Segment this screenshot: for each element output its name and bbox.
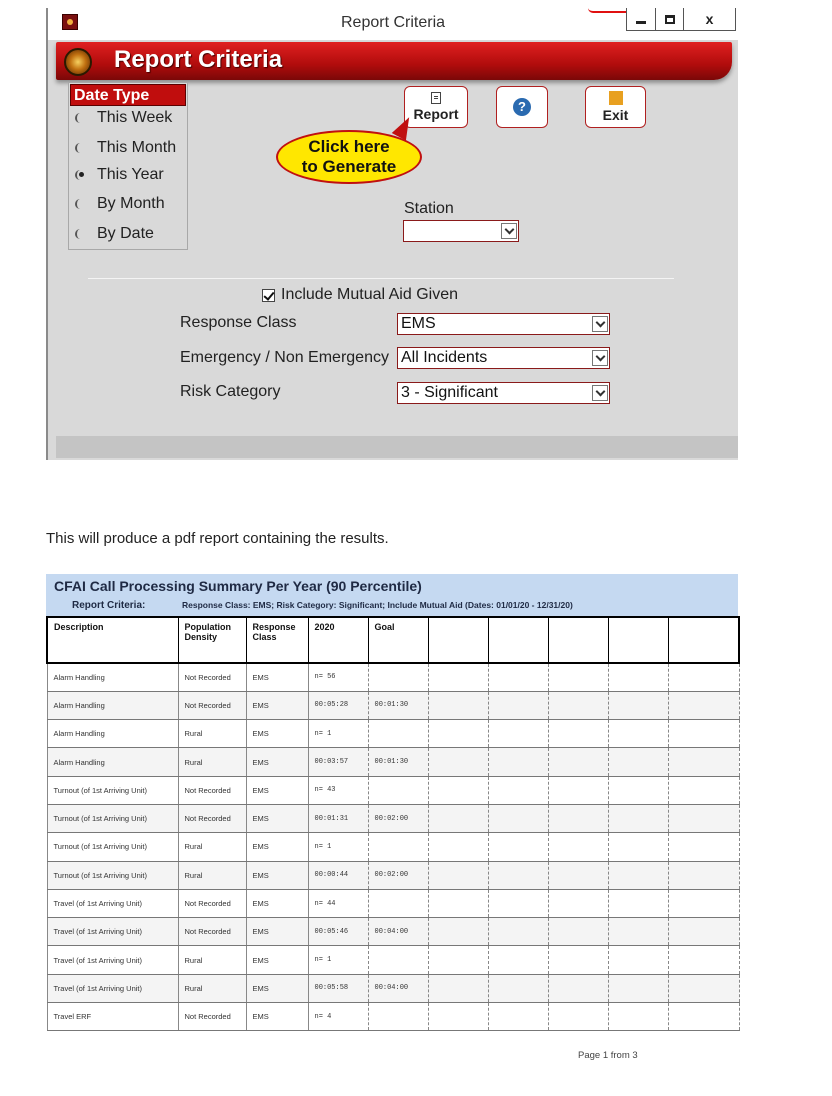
- column-header-empty: [548, 617, 608, 663]
- cell-population-density: Rural: [178, 974, 246, 1002]
- emergency-select[interactable]: [397, 347, 610, 369]
- cell-goal: [368, 1003, 428, 1031]
- description-text: This will produce a pdf report containing the results.: [46, 530, 389, 547]
- emergency-label: Emergency / Non Emergency: [180, 349, 389, 366]
- report-criteria-label: Report Criteria:: [72, 600, 146, 611]
- table-row: [47, 720, 739, 748]
- cell-response-class: EMS: [246, 1003, 308, 1031]
- radio-this-week[interactable]: [75, 109, 172, 127]
- chevron-down-icon: [592, 350, 608, 366]
- chevron-down-icon: [592, 316, 608, 332]
- cell-response-class: EMS: [246, 889, 308, 917]
- help-button[interactable]: [496, 86, 548, 128]
- response-class-select[interactable]: [397, 313, 610, 335]
- radio-by-date[interactable]: [75, 225, 154, 243]
- cell-empty: [668, 1003, 739, 1031]
- cell-year-value: n= 1: [308, 720, 368, 748]
- radio-label: This Year: [97, 166, 164, 183]
- cell-empty: [608, 946, 668, 974]
- cell-response-class: EMS: [246, 833, 308, 861]
- cell-empty: [548, 918, 608, 946]
- table-row: [47, 918, 739, 946]
- cell-response-class: EMS: [246, 776, 308, 804]
- window-footer-bar: [56, 436, 738, 458]
- cell-year-value: 00:05:58: [308, 974, 368, 1002]
- cell-year-value: n= 44: [308, 889, 368, 917]
- cell-empty: [428, 918, 488, 946]
- cell-population-density: Not Recorded: [178, 889, 246, 917]
- radio-icon: [75, 229, 85, 239]
- cell-description: Travel (of 1st Arriving Unit): [47, 918, 178, 946]
- cell-empty: [548, 663, 608, 691]
- cell-description: Travel ERF: [47, 1003, 178, 1031]
- cell-empty: [608, 720, 668, 748]
- report-criteria-value: Response Class: EMS; Risk Category: Significant; Include Mutual Aid (Dates: 01/01/20 - 12/31/20): [182, 600, 573, 610]
- fire-department-seal-icon: [64, 48, 92, 76]
- cell-description: Turnout (of 1st Arriving Unit): [47, 804, 178, 832]
- cell-population-density: Not Recorded: [178, 918, 246, 946]
- cell-goal: [368, 776, 428, 804]
- cell-goal: 00:01:30: [368, 748, 428, 776]
- cell-empty: [428, 748, 488, 776]
- exit-button[interactable]: [585, 86, 646, 128]
- table-row: [47, 748, 739, 776]
- close-button[interactable]: x: [683, 8, 735, 30]
- cell-population-density: Not Recorded: [178, 663, 246, 691]
- table-row: [47, 776, 739, 804]
- cell-empty: [488, 889, 548, 917]
- cell-empty: [548, 974, 608, 1002]
- cell-empty: [548, 1003, 608, 1031]
- cell-empty: [548, 946, 608, 974]
- table-row: [47, 663, 739, 691]
- column-header-empty: [428, 617, 488, 663]
- cell-empty: [428, 804, 488, 832]
- date-type-legend: Date Type: [70, 84, 186, 106]
- radio-this-year[interactable]: [75, 166, 164, 184]
- minimize-button[interactable]: [627, 8, 655, 30]
- table-row: [47, 1003, 739, 1031]
- cell-description: Travel (of 1st Arriving Unit): [47, 889, 178, 917]
- cell-empty: [668, 691, 739, 719]
- page-indicator: Page 1 from 3: [578, 1050, 638, 1061]
- column-header-goal: Goal: [368, 617, 428, 663]
- cell-empty: [548, 889, 608, 917]
- cell-description: Alarm Handling: [47, 720, 178, 748]
- cell-empty: [608, 918, 668, 946]
- chevron-down-icon: [592, 385, 608, 401]
- cell-empty: [548, 691, 608, 719]
- cell-year-value: 00:01:31: [308, 804, 368, 832]
- cell-empty: [548, 720, 608, 748]
- cell-goal: [368, 946, 428, 974]
- risk-category-select[interactable]: [397, 382, 610, 404]
- cell-empty: [608, 861, 668, 889]
- exit-button-label: Exit: [602, 107, 629, 123]
- mutual-aid-label: Include Mutual Aid Given: [281, 286, 458, 303]
- cell-empty: [488, 720, 548, 748]
- generate-callout: [276, 130, 422, 184]
- maximize-icon: [665, 15, 675, 24]
- cell-goal: [368, 663, 428, 691]
- cell-empty: [668, 861, 739, 889]
- cell-empty: [548, 776, 608, 804]
- cell-empty: [488, 776, 548, 804]
- cell-year-value: 00:05:46: [308, 918, 368, 946]
- cell-description: Travel (of 1st Arriving Unit): [47, 974, 178, 1002]
- cell-population-density: Rural: [178, 833, 246, 861]
- cell-empty: [428, 1003, 488, 1031]
- cell-empty: [668, 889, 739, 917]
- cell-empty: [488, 946, 548, 974]
- exit-door-icon: [609, 91, 623, 105]
- table-row: [47, 833, 739, 861]
- cell-response-class: EMS: [246, 946, 308, 974]
- cell-empty: [548, 833, 608, 861]
- cell-year-value: 00:03:57: [308, 748, 368, 776]
- report-table-body: [47, 663, 739, 1031]
- cell-empty: [428, 720, 488, 748]
- cell-goal: 00:01:30: [368, 691, 428, 719]
- cell-year-value: 00:00:44: [308, 861, 368, 889]
- radio-label: This Month: [97, 139, 177, 156]
- cell-empty: [608, 804, 668, 832]
- cell-year-value: n= 56: [308, 663, 368, 691]
- callout-line-2: to Generate: [301, 157, 397, 176]
- cell-year-value: n= 4: [308, 1003, 368, 1031]
- table-row: [47, 974, 739, 1002]
- cell-empty: [668, 833, 739, 861]
- cell-population-density: Rural: [178, 861, 246, 889]
- cell-empty: [488, 804, 548, 832]
- cell-description: Turnout (of 1st Arriving Unit): [47, 833, 178, 861]
- radio-by-month[interactable]: [75, 195, 165, 213]
- cell-response-class: EMS: [246, 861, 308, 889]
- cell-response-class: EMS: [246, 918, 308, 946]
- cell-population-density: Not Recorded: [178, 1003, 246, 1031]
- cell-goal: 00:04:00: [368, 918, 428, 946]
- question-mark-icon: ?: [513, 98, 531, 116]
- cell-empty: [608, 833, 668, 861]
- cell-response-class: EMS: [246, 720, 308, 748]
- column-header-description: Description: [47, 617, 178, 663]
- cell-population-density: Not Recorded: [178, 804, 246, 832]
- column-header-empty: [488, 617, 548, 663]
- report-criteria-window: [46, 8, 738, 460]
- cell-empty: [548, 861, 608, 889]
- cell-population-density: Not Recorded: [178, 776, 246, 804]
- cell-year-value: n= 1: [308, 833, 368, 861]
- radio-icon: [75, 143, 85, 153]
- cell-response-class: EMS: [246, 974, 308, 1002]
- report-header: [46, 574, 738, 616]
- cell-empty: [488, 663, 548, 691]
- cell-empty: [668, 720, 739, 748]
- report-title: CFAI Call Processing Summary Per Year (90 Percentile): [54, 578, 422, 594]
- radio-label: This Week: [97, 109, 173, 126]
- checkbox-checked-icon: [262, 289, 275, 302]
- cell-empty: [608, 691, 668, 719]
- radio-icon: [75, 199, 85, 209]
- cell-empty: [428, 776, 488, 804]
- column-header-response-class: Response Class: [246, 617, 308, 663]
- cell-description: Alarm Handling: [47, 691, 178, 719]
- cell-year-value: n= 1: [308, 946, 368, 974]
- cell-population-density: Rural: [178, 946, 246, 974]
- cell-empty: [488, 1003, 548, 1031]
- cell-empty: [548, 804, 608, 832]
- cell-response-class: EMS: [246, 691, 308, 719]
- cell-goal: 00:02:00: [368, 861, 428, 889]
- cell-response-class: EMS: [246, 663, 308, 691]
- cell-empty: [428, 889, 488, 917]
- cell-empty: [488, 974, 548, 1002]
- cell-empty: [428, 691, 488, 719]
- response-class-label: Response Class: [180, 314, 297, 331]
- cell-empty: [668, 974, 739, 1002]
- cell-empty: [608, 889, 668, 917]
- station-label: Station: [404, 200, 454, 217]
- cell-goal: 00:04:00: [368, 974, 428, 1002]
- chevron-down-icon: [501, 223, 517, 239]
- cell-empty: [428, 946, 488, 974]
- cell-empty: [428, 663, 488, 691]
- cell-population-density: Rural: [178, 720, 246, 748]
- table-header-row: [47, 617, 739, 663]
- response-class-value: EMS: [401, 315, 436, 332]
- radio-selected-icon: [75, 170, 85, 180]
- cell-empty: [488, 861, 548, 889]
- date-type-group: [68, 82, 188, 250]
- header-banner: [56, 42, 732, 80]
- cell-goal: [368, 889, 428, 917]
- risk-category-value: 3 - Significant: [401, 384, 498, 401]
- cell-year-value: n= 43: [308, 776, 368, 804]
- banner-title: Report Criteria: [114, 46, 283, 73]
- cell-empty: [668, 776, 739, 804]
- cell-empty: [488, 748, 548, 776]
- cell-empty: [608, 1003, 668, 1031]
- cell-description: Alarm Handling: [47, 748, 178, 776]
- minimize-icon: [636, 21, 646, 24]
- cell-empty: [668, 663, 739, 691]
- cell-description: Travel (of 1st Arriving Unit): [47, 946, 178, 974]
- cell-empty: [548, 748, 608, 776]
- column-header-empty: [668, 617, 739, 663]
- cell-empty: [668, 748, 739, 776]
- cell-year-value: 00:05:28: [308, 691, 368, 719]
- mutual-aid-checkbox[interactable]: [262, 286, 458, 304]
- cell-goal: 00:02:00: [368, 804, 428, 832]
- cell-empty: [608, 974, 668, 1002]
- column-header-population-density: Population Density: [178, 617, 246, 663]
- radio-this-month[interactable]: [75, 139, 176, 157]
- cell-description: Alarm Handling: [47, 663, 178, 691]
- window-controls: [626, 8, 736, 31]
- cell-empty: [668, 804, 739, 832]
- column-header-empty: [608, 617, 668, 663]
- document-icon: [431, 92, 441, 104]
- cell-empty: [428, 833, 488, 861]
- radio-icon: [75, 113, 85, 123]
- cell-empty: [608, 748, 668, 776]
- table-row: [47, 889, 739, 917]
- cell-goal: [368, 720, 428, 748]
- emergency-value: All Incidents: [401, 349, 488, 366]
- cell-goal: [368, 833, 428, 861]
- cell-population-density: Rural: [178, 748, 246, 776]
- window-title: Report Criteria: [340, 14, 446, 31]
- cell-empty: [428, 974, 488, 1002]
- cell-empty: [488, 691, 548, 719]
- report-table: [46, 616, 740, 1031]
- title-bar: [48, 8, 738, 40]
- station-select[interactable]: [403, 220, 519, 242]
- cell-response-class: EMS: [246, 748, 308, 776]
- risk-category-label: Risk Category: [180, 383, 281, 400]
- cell-empty: [488, 833, 548, 861]
- callout-line-1: Click here: [308, 137, 390, 156]
- table-row: [47, 861, 739, 889]
- cell-empty: [668, 918, 739, 946]
- cell-empty: [608, 663, 668, 691]
- table-row: [47, 804, 739, 832]
- maximize-button[interactable]: [655, 8, 683, 30]
- cell-empty: [668, 946, 739, 974]
- cell-empty: [488, 918, 548, 946]
- pdf-report: [46, 574, 738, 1031]
- column-header-year: 2020: [308, 617, 368, 663]
- cell-empty: [608, 776, 668, 804]
- radio-label: By Month: [97, 195, 165, 212]
- cell-response-class: EMS: [246, 804, 308, 832]
- report-button-label: Report: [413, 106, 459, 122]
- radio-label: By Date: [97, 225, 154, 242]
- cell-description: Turnout (of 1st Arriving Unit): [47, 861, 178, 889]
- cell-population-density: Not Recorded: [178, 691, 246, 719]
- cell-description: Turnout (of 1st Arriving Unit): [47, 776, 178, 804]
- table-row: [47, 946, 739, 974]
- cell-empty: [428, 861, 488, 889]
- divider: [88, 278, 674, 279]
- table-row: [47, 691, 739, 719]
